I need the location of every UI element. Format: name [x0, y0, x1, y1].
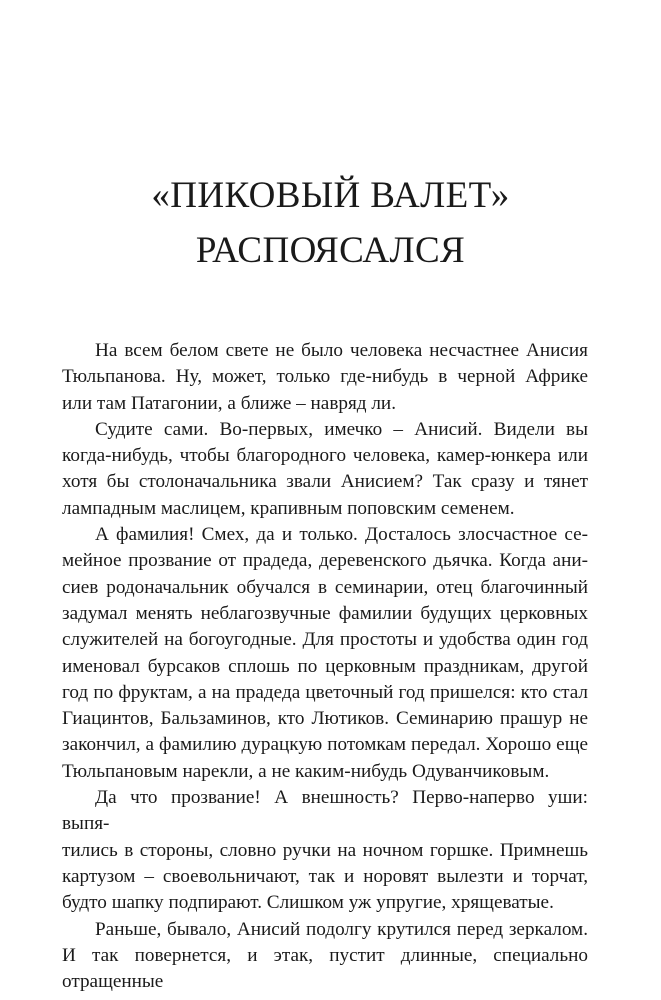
text-line: сиев родоначальник обучался в семинарии, отец благочинный [62, 576, 588, 598]
chapter-title [0, 168, 661, 278]
text-line: закончил, а фамилию дурацкую потомкам передал. Хорошо еще [62, 734, 588, 756]
paragraph [62, 417, 588, 522]
text-line: На всем белом свете не было человека несчастнее Анисия [95, 340, 588, 361]
text-line: И так повернется, и этак, пустит длинные, специально отращенные [62, 944, 588, 993]
text-line: Гиацинтов, Бальзаминов, кто Лютиков. Семинарию прашур не [62, 708, 588, 730]
text-line: Тюльпанова. Ну, может, только где-нибудь в черной Африке [62, 366, 588, 388]
text-line: хотя бы столоначальника звали Анисием? Так сразу и тянет [62, 471, 588, 493]
text-line: или там Патагонии, а ближе – навряд ли. [62, 392, 396, 414]
paragraph [62, 338, 588, 417]
chapter-title-line-1: «ПИКОВЫЙ ВАЛЕТ» [151, 175, 510, 216]
text-line: служителей на богоугодные. Для простоты и удобства один год [62, 629, 588, 651]
text-line: Да что прозвание! А внешность? Перво-наперво уши: выпя- [62, 787, 588, 835]
text-line: тились в стороны, словно ручки на ночном горшке. Примнешь [62, 839, 588, 861]
paragraph [62, 917, 588, 996]
text-line: задумал менять неблагозвучные фамилии будущих церковных [62, 602, 588, 624]
text-line: картузом – своевольничают, так и норовят вылезти и торчат, [62, 865, 588, 887]
paragraph [62, 522, 588, 785]
text-line: Судите сами. Во-первых, имечко – Анисий. Видели вы [95, 418, 588, 440]
text-line: когда-нибудь, чтобы благородного человека, камер-юнкера или [62, 445, 588, 467]
chapter-title-line-2: РАСПОЯСАЛСЯ [195, 230, 466, 271]
body-text [62, 338, 588, 995]
text-line: лампадным маслицем, крапивным поповским семенем. [62, 497, 515, 519]
text-line: мейное прозвание от прадеда, деревенского дьячка. Когда ани- [62, 550, 588, 572]
paragraph [62, 785, 588, 916]
text-line: Тюльпановым нарекли, а не каким-нибудь Одуванчиковым. [62, 760, 550, 782]
text-line: год по фруктам, а на прадеда цветочный год пришелся: кто стал [62, 681, 588, 703]
text-line: Раньше, бывало, Анисий подолгу крутился перед зеркалом. [95, 918, 588, 940]
text-line: будто шапку подпирают. Слишком уж упругие, хрящеватые. [62, 892, 554, 914]
text-line: именовал бурсаков сплошь по церковным праздникам, другой [62, 655, 588, 677]
text-line: А фамилия! Смех, да и только. Досталось злосчастное се- [95, 524, 588, 546]
